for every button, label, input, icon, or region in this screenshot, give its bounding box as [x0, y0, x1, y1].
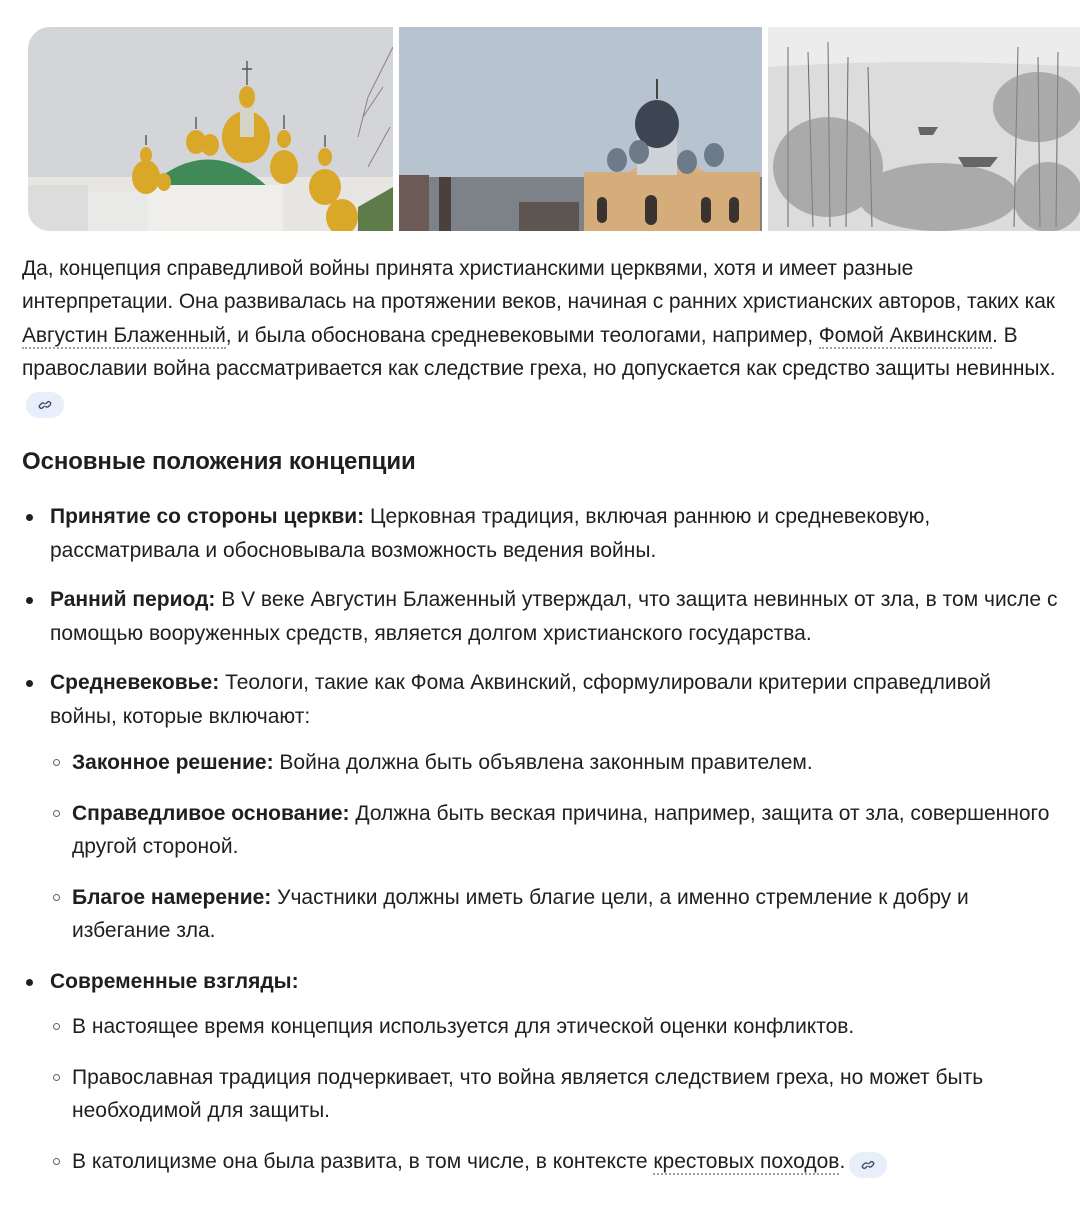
link-icon	[38, 398, 52, 412]
subitem-title: Законное решение:	[72, 751, 274, 774]
main-points-list	[22, 500, 1062, 1195]
list-item	[22, 666, 1062, 948]
damaged-church-image	[399, 27, 762, 231]
item-text: Теологи, такие как Фома Аквинский, сформулировали критерии справедливой войны, которые включают:	[50, 671, 991, 728]
sublist-item	[50, 1010, 1062, 1044]
item-title: Современные взгляды:	[50, 969, 299, 993]
modern-views-sublist	[50, 1010, 1062, 1178]
criteria-sublist	[50, 746, 1062, 948]
item-text: Церковная традиция, включая раннюю и средневековую, рассматривала и обосновывала возможность ведения войны.	[50, 505, 931, 562]
list-item	[22, 965, 1062, 1179]
subitem-text: Война должна быть объявлена законным правителем.	[273, 751, 813, 774]
subitem-title: Справедливое основание:	[72, 801, 350, 825]
subitem-text: Православная традиция подчеркивает, что война является следствием греха, но может быть необходимой для защиты.	[72, 1065, 984, 1122]
sublist-item	[50, 881, 1062, 948]
list-item	[22, 500, 1062, 567]
link-icon	[861, 1158, 875, 1172]
gallery-image-battle-engraving[interactable]	[768, 27, 1080, 231]
sublist-item	[50, 797, 1062, 864]
subitem-text: Участники должны иметь благие цели, а именно стремление к добру и избегание зла.	[72, 885, 969, 942]
subitem-title: Благое намерение:	[72, 885, 272, 909]
intro-text-2: , и была обоснована средневековыми теологами, например,	[225, 323, 819, 347]
link-thomas-aquinas[interactable]: Фомой Аквинским	[818, 323, 993, 347]
link-crusades[interactable]: крестовых походов	[653, 1149, 840, 1173]
intro-text-3: . В православии война рассматривается как следствие греха, но допускается как средство защиты невинных.	[22, 323, 1056, 380]
section-heading: Основные положения концепции	[22, 448, 416, 475]
item-title: Принятие со стороны церкви:	[50, 505, 365, 528]
list-item	[22, 583, 1062, 650]
item-title: Средневековье:	[50, 671, 220, 694]
item-text: В V веке Августин Блаженный утверждал, что защита невинных от зла, в том числе с помощью вооруженных средств, является долгом христианского государства.	[50, 588, 1058, 645]
image-gallery	[28, 27, 1080, 231]
subitem-text: Должна быть веская причина, например, защита от зла, совершенного другой стороной.	[72, 801, 1050, 858]
link-augustine[interactable]: Августин Блаженный	[22, 323, 226, 347]
intro-paragraph	[22, 252, 1062, 418]
subitem-text: В католицизме она была развита, в том числе, в контексте	[72, 1149, 654, 1173]
sublist-item	[50, 746, 1062, 780]
item-title: Ранний период:	[50, 588, 216, 611]
answer-content	[22, 252, 1062, 1173]
church-golden-domes-image	[28, 27, 393, 231]
subitem-text-end: .	[839, 1149, 846, 1173]
citation-button[interactable]	[26, 392, 64, 418]
intro-text-1: Да, концепция справедливой войны принята христианскими церквями, хотя и имеет разные интерпретации. Она развивалась на протяжении веков, начиная с ранних христианских авторов, таких как	[22, 257, 1055, 314]
sublist-item	[50, 1061, 1062, 1128]
gallery-image-damaged-church[interactable]	[399, 27, 762, 231]
gallery-image-lavra[interactable]	[28, 27, 393, 231]
subitem-text: В настоящее время концепция используется для этической оценки конфликтов.	[72, 1015, 855, 1038]
battle-engraving-image	[768, 27, 1080, 231]
sublist-item	[50, 1145, 1062, 1179]
citation-button[interactable]	[849, 1152, 887, 1178]
